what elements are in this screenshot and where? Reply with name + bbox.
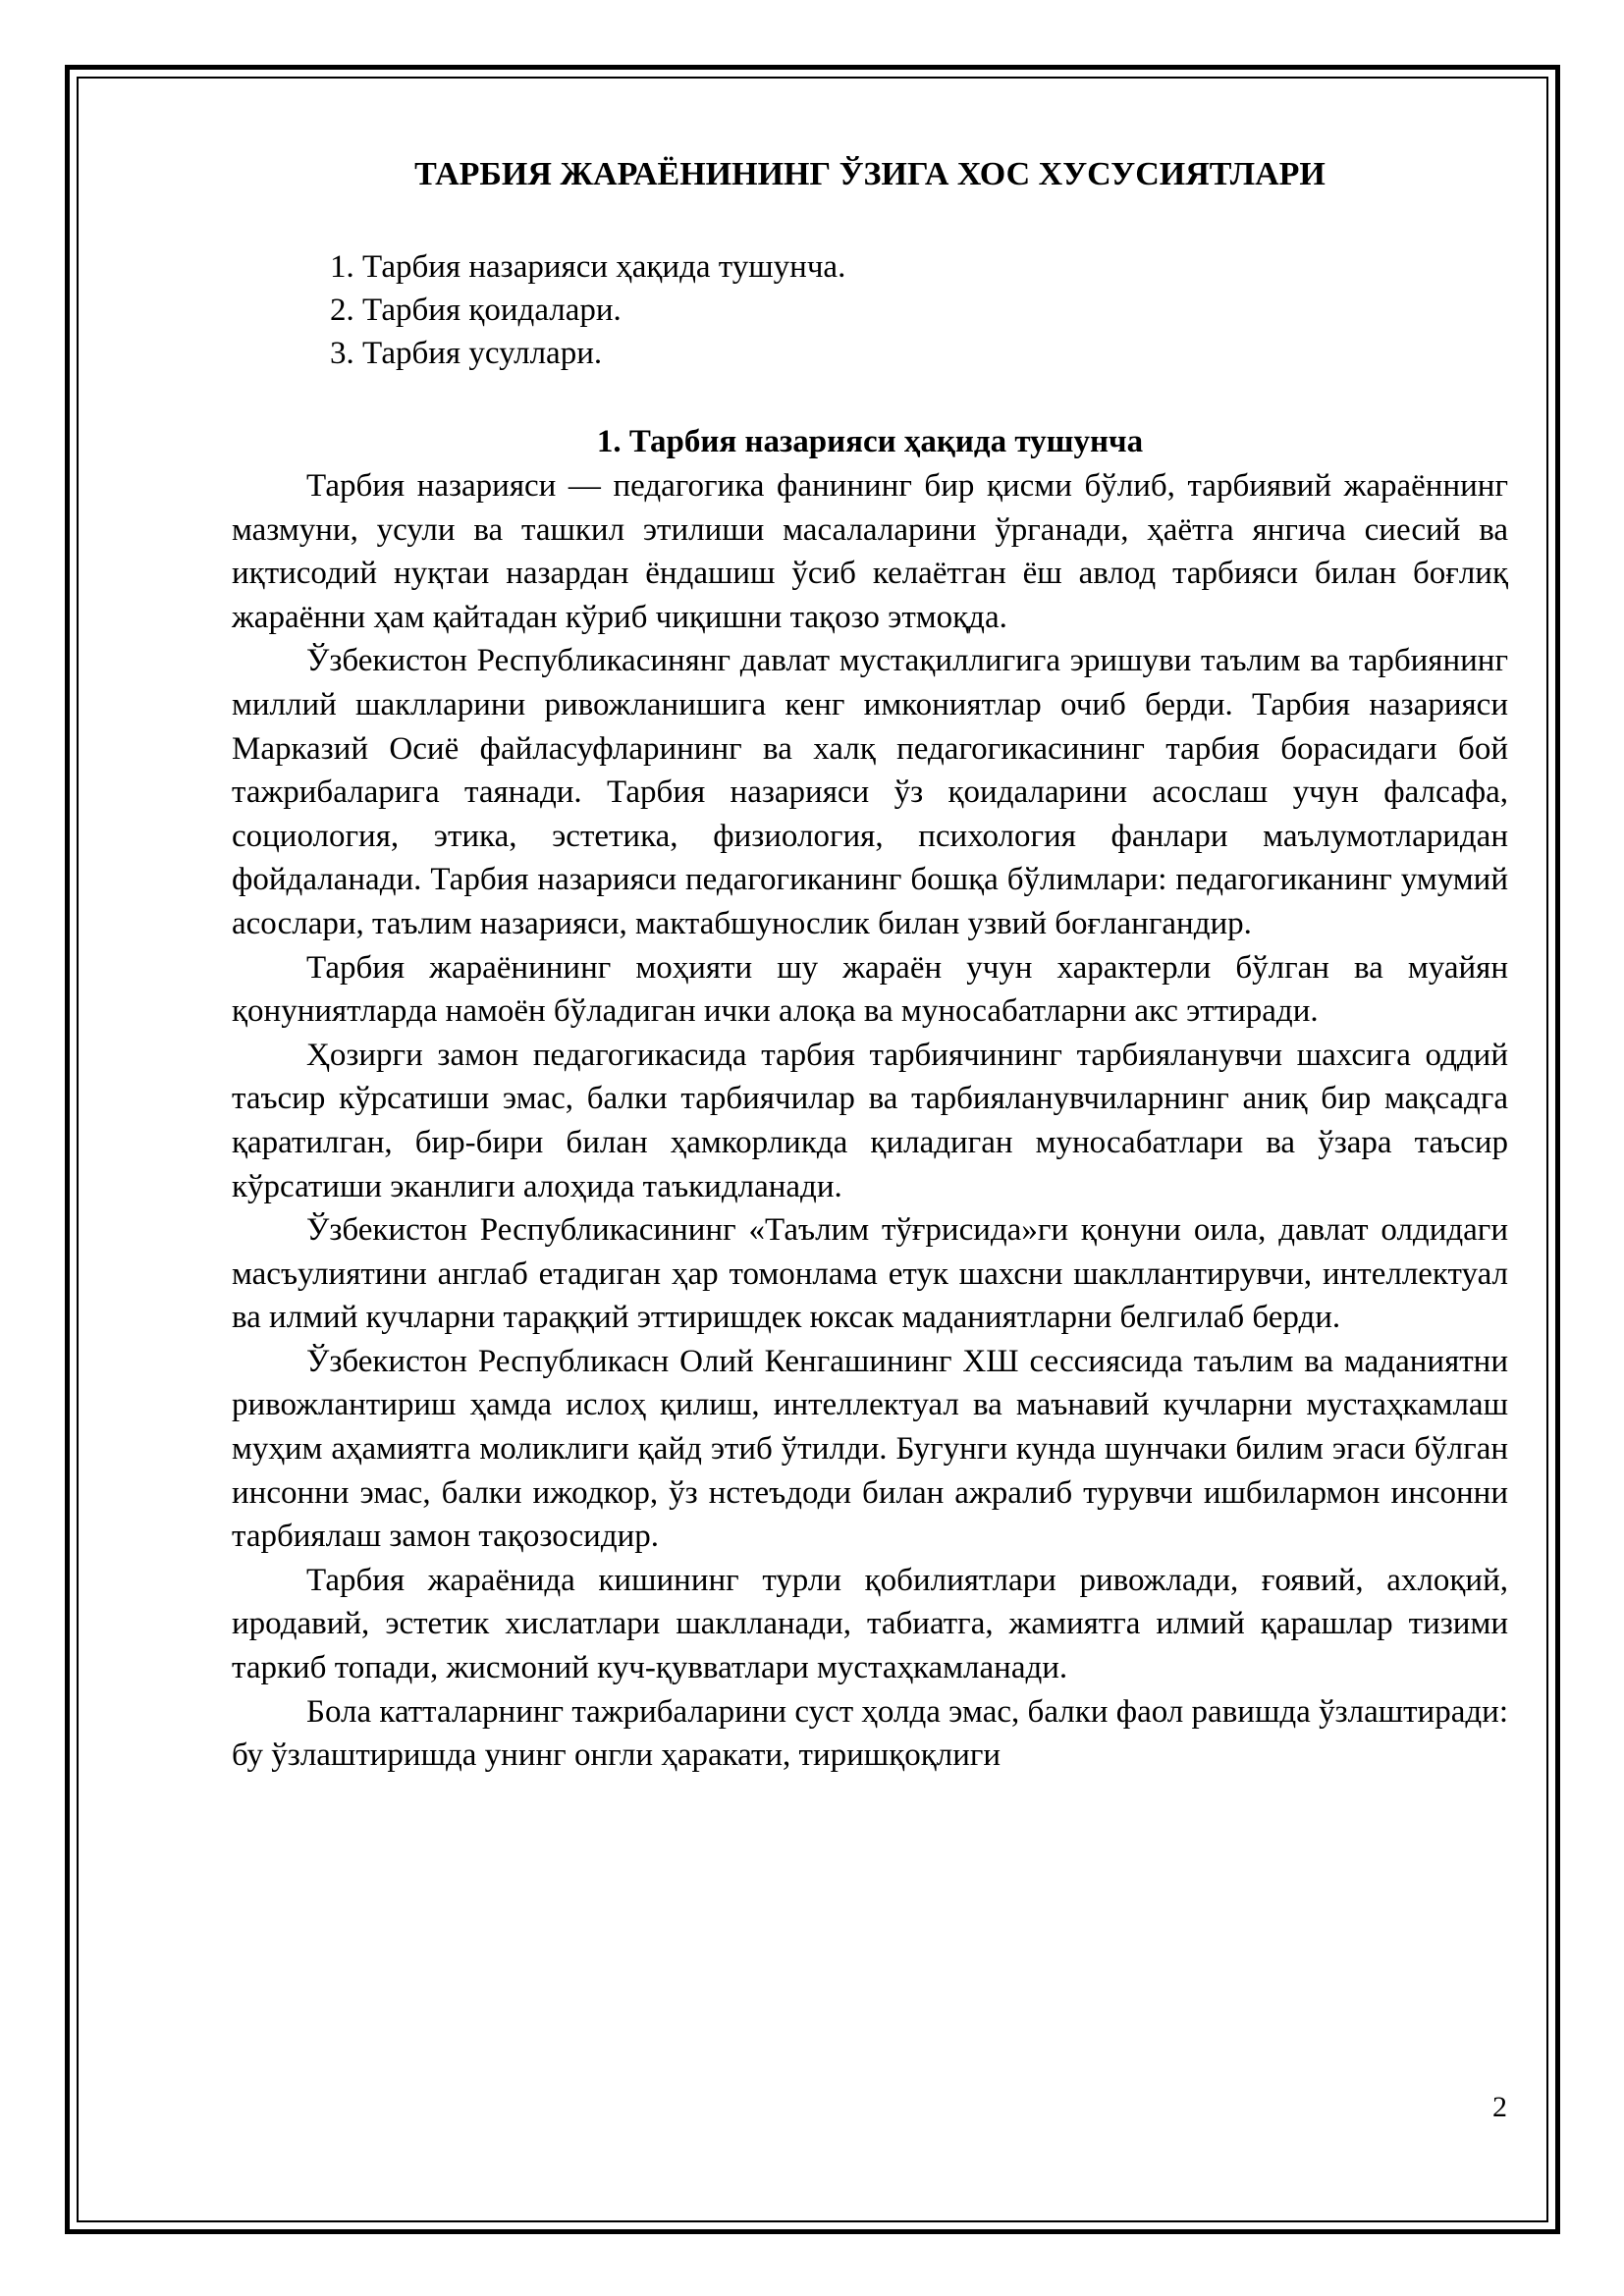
- paragraph: Тарбия жараёнида кишининг турли қобилиятлари ривожлади, ғоявий, ахлоқий, иродавий, эстетик хислатлари шаклланади, табиатга, жамиятга илмий қарашлар тизими таркиб топади, жисмоний куч-қувватлари мустаҳкамланади.: [232, 1562, 1508, 1686]
- paragraph: Ўзбекистон Республикасининг «Таълим тўғрисида»ги қонуни оила, давлат олдидаги масъулиятини англаб етадиган ҳар томонлама етук шахсни шакллантирувчи, интеллектуал ва илмий кучларни тараққий эттиришдек юксак маданиятларни белгилаб берди.: [232, 1212, 1508, 1336]
- body-text: [232, 464, 1508, 1778]
- document-title: ТАРБИЯ ЖАРАЁНИНИНГ ЎЗИГА ХОС ХУСУСИЯТЛАРИ: [414, 156, 1326, 192]
- toc-item: 3. Тарбия усуллари.: [330, 336, 603, 371]
- paragraph: Ўзбекистон Республикасинянг давлат мустақиллигига эришуви таълим ва тарбиянинг миллий шаклларини ривожланишига кенг имкониятлар очиб берди. Тарбия назарияси Марказий Осиё файласуфларининг ва халқ педагогикасининг тарбия борасидаги бой тажрибаларига таянади. Тарбия назарияси ўз қоидаларини асослаш учун фалсафа, социология, этика, эстетика, физиология, психология фанлари маълумотларидан фойдаланади. Тарбия назарияси педагогиканинг бошқа бўлимлари: педагогиканинг умумий асослари, таълим назарияси, мактабшунослик билан узвий боғлангандир.: [232, 643, 1508, 941]
- paragraph: Ҳозирги замон педагогикасида тарбия тарбиячининг тарбияланувчи шахсига оддий таъсир кўрсатиши эмас, балки тарбиячилар ва тарбияланувчиларнинг аниқ бир мақсадга қаратилган, бир-бири билан ҳамкорликда қиладиган муносабатлари ва ўзара таъсир кўрсатиши эканлиги алоҳида таъкидланади.: [232, 1037, 1508, 1204]
- paragraph: Бола катталарнинг тажрибаларини суст ҳолда эмас, балки фаол равишда ўзлаштиради: бу ўзлаштиришда унинг онгли ҳаракати, тиришқоқлиги: [232, 1693, 1508, 1774]
- table-of-contents: [330, 245, 845, 375]
- toc-item: 1. Тарбия назарияси ҳақида тушунча.: [330, 249, 846, 285]
- page-number: 2: [1492, 2091, 1507, 2123]
- paragraph: Тарбия назарияси — педагогика фанининг бир қисми бўлиб, тарбиявий жараённинг мазмуни, усули ва ташкил этилиши масалаларини ўрганади, ҳаётга янгича сиесий ва иқтисодий нуқтаи назардан ёндашиш ўсиб келаётган ёш авлод тарбияси билан боғлиқ жараённи ҳам қайтадан кўриб чиқишни тақозо этмоқда.: [232, 468, 1508, 635]
- paragraph: Ўзбекистон Республикасн Олий Кенгашининг ХШ сессиясида таълим ва маданиятни ривожлантириш ҳамда ислоҳ қилиш, интеллектуал ва маънавий кучларни мустаҳкамлаш муҳим аҳамиятга моликлиги қайд этиб ўтилди. Бугунги кунда шунчаки билим эгаси бўлган инсонни эмас, балки ижодкор, ўз нстеъдоди билан ажралиб турувчи ишбилармон инсонни тарбиялаш замон тақозосидир.: [232, 1343, 1508, 1555]
- toc-item: 2. Тарбия қоидалари.: [330, 293, 622, 328]
- section-heading: 1. Тарбия назарияси ҳақида тушунча: [596, 424, 1144, 459]
- paragraph: Тарбия жараёнининг моҳияти шу жараён учун характерли бўлган ва муайян қонуниятларда намоён бўладиган ички алоқа ва муносабатларни акс эттиради.: [232, 949, 1508, 1030]
